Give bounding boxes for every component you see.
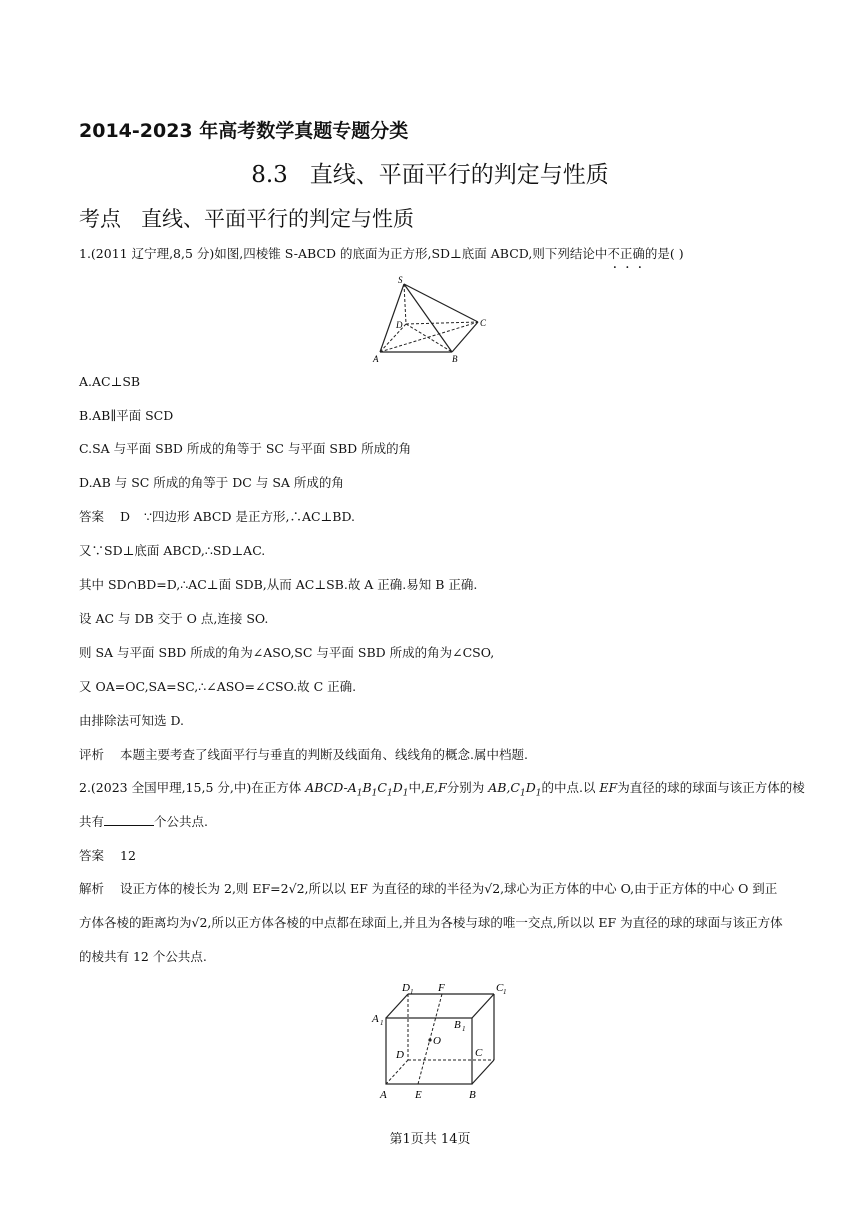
question-2-stem-line2: 共有 个公共点. bbox=[79, 814, 208, 829]
label-s: S bbox=[398, 275, 403, 285]
topic-heading bbox=[79, 203, 414, 233]
svg-text:1: 1 bbox=[410, 988, 414, 996]
solution-line: ∵四边形 ABCD 是正方形,∴AC⊥BD. bbox=[144, 509, 356, 524]
svg-text:B: B bbox=[454, 1019, 461, 1031]
emphasis-char: 确 bbox=[632, 246, 645, 261]
label-d: D bbox=[396, 320, 403, 330]
solution-line: 又∵SD⊥底面 ABCD,∴SD⊥AC. bbox=[79, 543, 266, 558]
solution-line: 其中 SD∩BD=D,∴AC⊥面 SDB,从而 AC⊥SB.故 A 正确.易知 B 正确. bbox=[79, 577, 478, 592]
section-title bbox=[0, 156, 860, 189]
svg-text:1: 1 bbox=[462, 1025, 466, 1033]
solution-line: 又 OA=OC,SA=SC,∴∠ASO=∠CSO.故 C 正确. bbox=[79, 679, 357, 694]
answer-label: 答案 bbox=[79, 848, 105, 863]
option-b: B.AB∥平面 SCD bbox=[79, 408, 174, 423]
page-footer: 第1页共 14页 bbox=[389, 1132, 471, 1147]
topic-text: 直线、平面平行的判定与性质 bbox=[141, 207, 414, 231]
svg-text:1: 1 bbox=[380, 1019, 384, 1027]
svg-text:E: E bbox=[415, 1089, 422, 1101]
svg-text:A: A bbox=[372, 1013, 379, 1025]
analysis-label: 解析 bbox=[79, 881, 105, 896]
solution-line: 设 AC 与 DB 交于 O 点,连接 SO. bbox=[79, 611, 269, 626]
answer-value: 12 bbox=[120, 848, 136, 863]
emphasis-char: 正 bbox=[619, 246, 633, 261]
cube-figure bbox=[362, 978, 507, 1104]
svg-text:A: A bbox=[380, 1089, 387, 1101]
svg-text:O: O bbox=[433, 1035, 441, 1047]
section-title-text: 直线、平面平行的判定与性质 bbox=[309, 162, 609, 188]
svg-text:D: D bbox=[402, 982, 410, 994]
answer-value: D bbox=[120, 509, 131, 524]
q2-answer-line bbox=[79, 847, 136, 865]
pyramid-figure bbox=[366, 272, 496, 368]
option-c: C.SA 与平面 SBD 所成的角等于 SC 与平面 SBD 所成的角 bbox=[79, 441, 412, 456]
svg-text:C: C bbox=[475, 1047, 483, 1059]
solution-line: 则 SA 与平面 SBD 所成的角为∠ASO,SC 与平面 SBD 所成的角为∠CSO, bbox=[79, 645, 495, 660]
answer-label: 答案 bbox=[79, 509, 105, 524]
svg-text:C: C bbox=[496, 982, 504, 994]
label-c: C bbox=[480, 318, 487, 328]
svg-text:B: B bbox=[469, 1089, 476, 1101]
question-1-stem: 1.(2011 辽宁理,8,5 分)如图,四棱锥 S-ABCD 的底面为正方形,SD⊥底面 ABCD,则下列结论中不正确的是( ) bbox=[79, 246, 684, 261]
solution-line: 由排除法可知选 D. bbox=[79, 713, 185, 728]
emphasis-char: 不 bbox=[607, 246, 620, 261]
comment-label: 评析 bbox=[79, 747, 105, 762]
section-number: 8.3 bbox=[251, 162, 288, 188]
q1-answer-line bbox=[79, 508, 355, 526]
svg-text:F: F bbox=[438, 982, 445, 994]
topic-label: 考点 bbox=[79, 207, 121, 231]
svg-text:1: 1 bbox=[503, 988, 507, 996]
option-d: D.AB 与 SC 所成的角等于 DC 与 SA 所成的角 bbox=[79, 475, 344, 490]
center-point bbox=[428, 1038, 431, 1041]
label-a: A bbox=[373, 354, 379, 364]
q2-analysis bbox=[79, 872, 783, 974]
analysis-text: 设正方体的棱长为 2,则 EF=2√2,所以以 EF 为直径的球的半径为√2,球心为正方体的中心 O,由于正方体的中心 O 到正方体各棱的距离均为√2,所以正方体各棱的中点都在球面上,并且为各棱与球的唯一交点,所以以 EF 为直径的球的球面与该正方体的棱共有 12 个公共点. bbox=[79, 881, 783, 964]
svg-text:D: D bbox=[396, 1049, 404, 1061]
label-b: B bbox=[452, 354, 458, 364]
q1-comment bbox=[79, 746, 528, 764]
document-header: 2014-2023 年高考数学真题专题分类 bbox=[79, 120, 409, 142]
question-2-stem: 2.(2023 全国甲理,15,5 分,中)在正方体 ABCD-$A_1B_1C_1D_1$中,E,F分别为 $AB,C_1D_1$的中点.以 EF为直径的球的球面与该正方体的棱 bbox=[79, 780, 805, 799]
option-a: A.AC⊥SB bbox=[79, 374, 141, 389]
answer-blank bbox=[104, 813, 154, 826]
comment-text: 本题主要考查了线面平行与垂直的判断及线面角、线线角的概念.属中档题. bbox=[120, 747, 528, 762]
